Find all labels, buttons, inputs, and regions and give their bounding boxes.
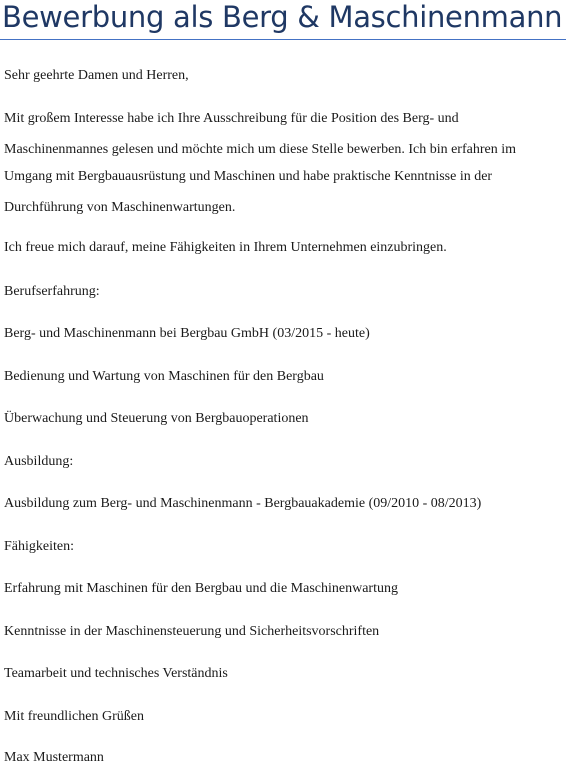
signature-name: Max Mustermann (4, 750, 104, 765)
page-title: Bewerbung als Berg & Maschinenmann (2, 0, 563, 34)
skills-item: Kenntnisse in der Maschinensteuerung und Sicherheitsvorschriften (4, 624, 380, 639)
experience-item: Berg- und Maschinenmann bei Bergbau GmbH (03/2015 - heute) (4, 326, 370, 341)
closing-text: Mit freundlichen Grüßen (4, 709, 144, 724)
experience-heading: Berufserfahrung: (4, 284, 100, 299)
experience-item: Bedienung und Wartung von Maschinen für den Bergbau (4, 369, 324, 384)
salutation: Sehr geehrte Damen und Herren, (4, 68, 189, 83)
motivation-text: Ich freue mich darauf, meine Fähigkeiten in Ihrem Unternehmen einzubringen. (4, 240, 447, 255)
experience-item: Überwachung und Steuerung von Bergbauoperationen (4, 411, 309, 426)
title-underline (0, 39, 566, 40)
intro-line-2: Maschinenmannes gelesen und möchte mich um diese Stelle bewerben. Ich bin erfahren im (4, 142, 516, 157)
skills-heading: Fähigkeiten: (4, 539, 74, 554)
skills-item: Erfahrung mit Maschinen für den Bergbau und die Maschinenwartung (4, 581, 398, 596)
education-item: Ausbildung zum Berg- und Maschinenmann - Bergbauakademie (09/2010 - 08/2013) (4, 496, 482, 511)
education-heading: Ausbildung: (4, 454, 74, 469)
intro-line-3: Umgang mit Bergbauausrüstung und Maschinen und habe praktische Kenntnisse in der (4, 169, 493, 184)
skills-item: Teamarbeit und technisches Verständnis (4, 666, 228, 681)
intro-line-4: Durchführung von Maschinenwartungen. (4, 200, 236, 215)
intro-line-1: Mit großem Interesse habe ich Ihre Ausschreibung für die Position des Berg- und (4, 111, 459, 126)
